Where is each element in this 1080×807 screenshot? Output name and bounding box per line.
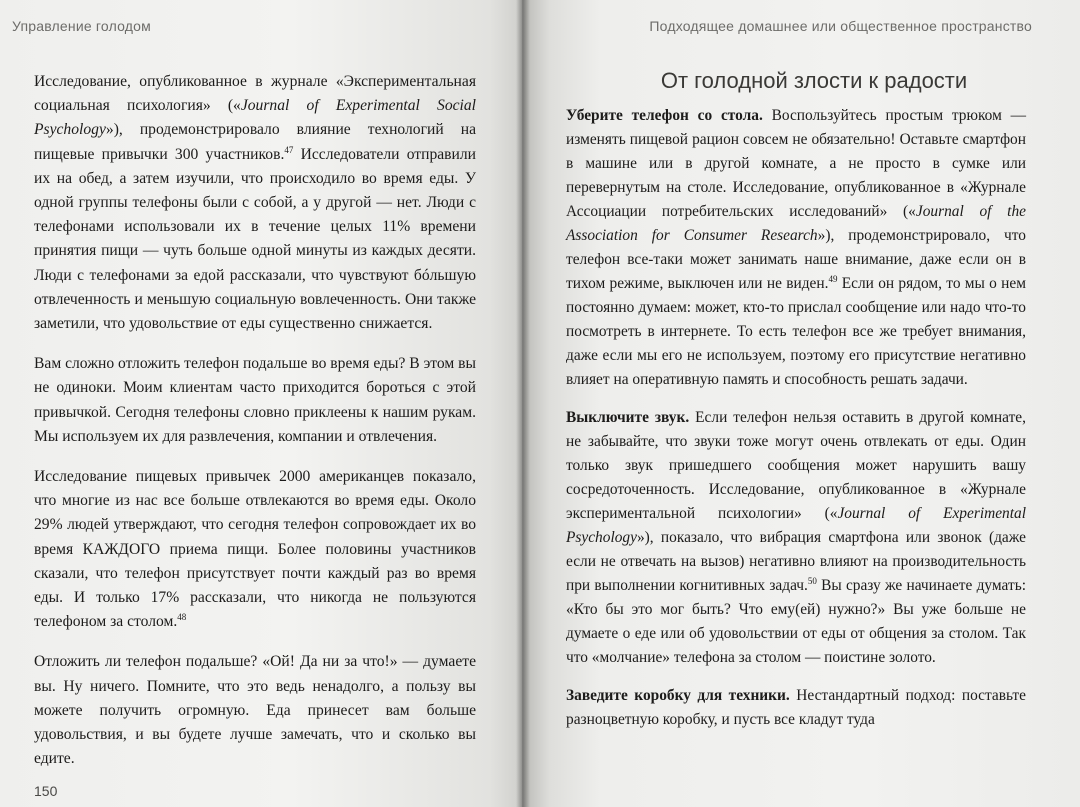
journal-title: Journal of Experimental Social Psychology [34, 97, 476, 139]
left-paragraph-1 [34, 70, 476, 336]
left-text-block [34, 70, 476, 787]
paragraph-text: Исследователи отправили их на обед, а затем изучили, что происходило во время еды. У одной группы телефоны были с собой, а у другой — нет. Люди с телефонами использовали их в течение целых 11% времени принятия пищи — чуть больше одной минуты из каждых десяти. Люди с телефонами за едой рассказали, что чувствуют бóльшую отвлеченность и меньшую социальную вовлеченность. Они также заметили, что удовольствие от еды существенно снижается. [34, 145, 476, 333]
paragraph-text: Исследование, опубликованное в журнале «Экспериментальная социальная психология» (« [34, 73, 476, 115]
tip-heading: Выключите звук. [566, 409, 690, 426]
paragraph-text: »), продемонстрировало влияние технологий на пищевые привычки 300 участников. [34, 121, 476, 163]
book-gutter [516, 0, 530, 807]
paragraph-text: Воспользуйтесь простым трюком — изменять пищевой рацион совсем не обязательно! Оставьте смартфон в машине или в другой комнате, а не просто в сумке или перевернутым на столе. Исследование, опубликованное в «Журнале Ассоциации потребительских исследований» (« [566, 107, 1026, 220]
left-paragraph-2: Вам сложно отложить телефон подальше во время еды? В этом вы не одиноки. Моим клиентам часто приходится бороться с этой привычкой. Сегодня телефоны словно приклеены к нашим рукам. Мы используем их для развлечения, компании и отвлечения. [34, 355, 476, 445]
page-number: 150 [34, 783, 58, 799]
journal-title: Journal of the Association for Consumer Research [566, 203, 1026, 244]
paragraph-text: Исследование пищевых привычек 2000 американцев показало, что многие из нас все больше отвлекаются во время еды. Около 29% людей утверждают, что сегодня телефон сопровождает их во время КАЖДОГО приема пищи. Более половины участников сказали, что телефон присутствует почти каждый раз во время еды. И только 17% рассказали, что никогда не пользуются телефоном за столом. [34, 468, 476, 631]
right-paragraph-1 [566, 104, 1026, 392]
paragraph-text: Если он рядом, то мы о нем постоянно думаем: может, кто-то прислал сообщение или надо что-то посмотреть в интернете. То есть телефон все же требует внимания, даже если мы его не используем, поэтому его присутствие негативно влияет на оперативную память и способность решать задачи. [566, 275, 1026, 388]
left-paragraph-3 [34, 465, 476, 634]
section-title: От голодной злости к радости [660, 68, 968, 93]
tip-heading: Заведите коробку для техники. [566, 687, 790, 704]
left-paragraph-4: Отложить ли телефон подальше? «Ой! Да ни за что!» — думаете вы. Ну ничего. Помните, что это ведь ненадолго, а пользу вы можете получить огромную. Еда принесет вам больше удовольствия, и вы будете лучше замечать, что и сколько вы едите. [34, 653, 476, 768]
tip-heading: Уберите телефон со стола. [566, 107, 763, 124]
right-text-block [566, 104, 1026, 746]
right-page [522, 0, 1080, 807]
paragraph-text: »), продемонстрировало, что телефон все-таки может занимать наше внимание, даже если он в тихом режиме, выключен или не виден. [566, 227, 1026, 292]
left-running-head: Управление голодом [12, 18, 151, 34]
paragraph-text: »), показало, что вибрация смартфона или звонок (даже если не отвечать на вызов) негативно влияют на производительность при выполнении когнитивных задач. [566, 529, 1026, 594]
right-paragraph-2 [566, 406, 1026, 670]
paragraph-text: Если телефон нельзя оставить в другой комнате, не забывайте, что звуки тоже могут очень отвлекать от еды. Один только звук пришедшего сообщения может нарушить вашу сосредоточенность. Исследование, опубликованное в «Журнале экспериментальной психологии» (« [566, 409, 1026, 522]
right-paragraph-3 [566, 684, 1026, 732]
journal-title: Journal of Experimental Psychology [566, 505, 1026, 546]
right-running-head: Подходящее домашнее или общественное пространство [649, 18, 1032, 34]
footnote-ref: 48 [177, 612, 187, 623]
footnote-ref: 50 [807, 575, 817, 586]
footnote-ref: 49 [828, 273, 838, 284]
left-page [0, 0, 532, 807]
footnote-ref: 47 [284, 144, 294, 155]
paragraph-text: Нестандартный подход: поставьте разноцветную коробку, и пусть все кладут туда [566, 687, 1026, 728]
paragraph-text: Вы сразу же начинаете думать: «Кто бы это мог быть? Что ему(ей) нужно?» Вы уже больше не думаете о еде или об удовольствии от еды от общения за столом. Так что «молчание» телефона за столом — поистине золото. [566, 577, 1026, 666]
